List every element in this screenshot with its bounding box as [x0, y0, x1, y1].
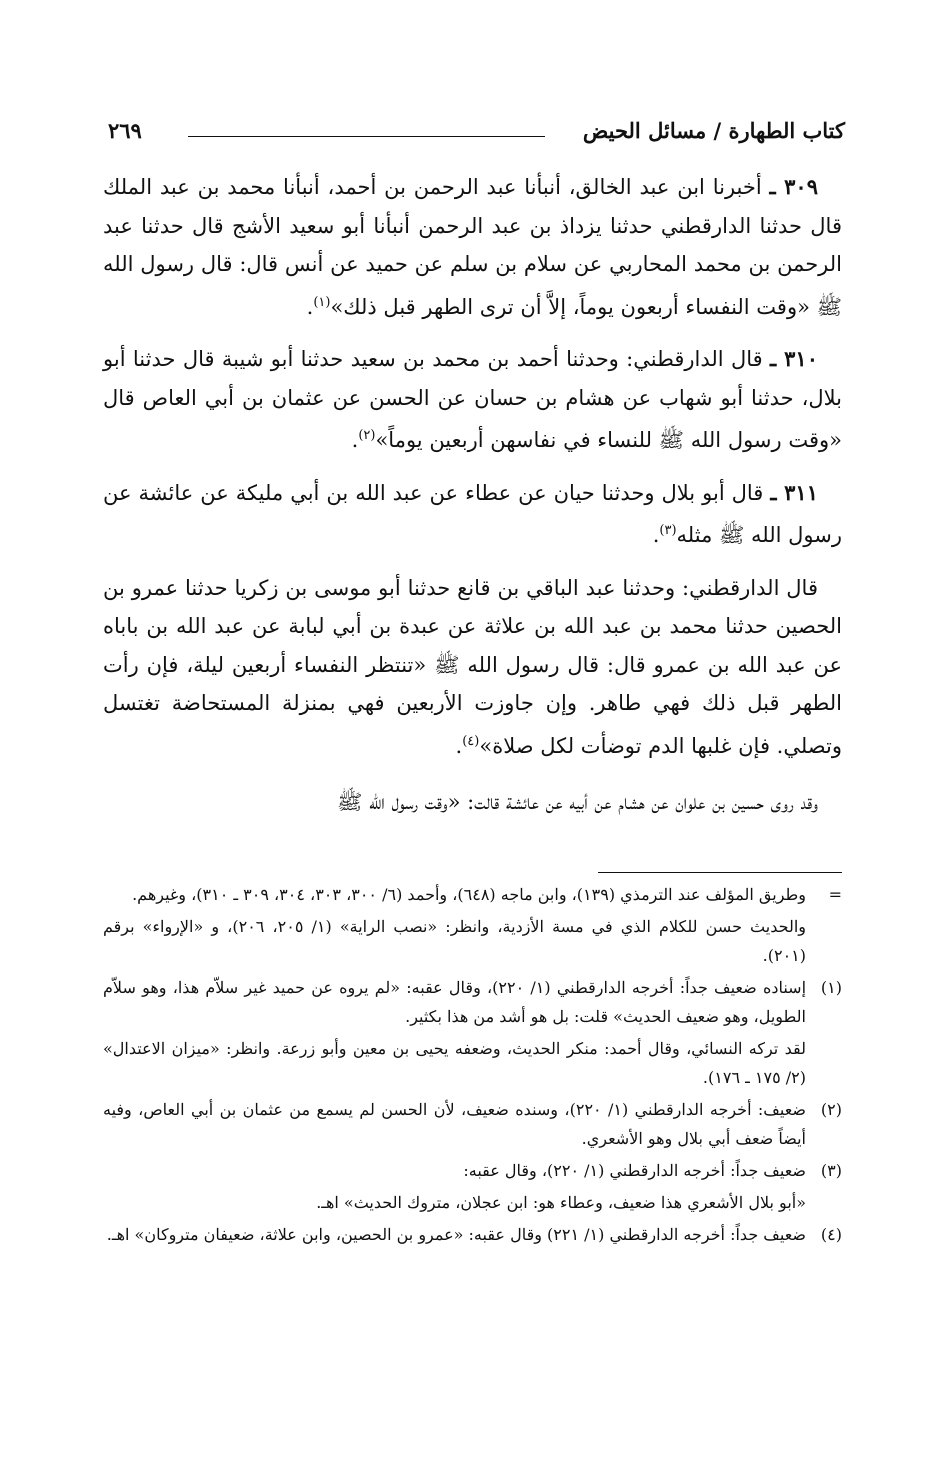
hadith-paragraph — [103, 168, 842, 326]
footnote-text: «أبو بلال الأشعري هذا ضعيف، وعطاء هو: ابن عجلان، متروك الحديث» اهـ. — [316, 1193, 806, 1212]
hadith-number: ٣١٠ ـ — [770, 346, 818, 371]
footnote-mark: (٢) — [820, 1100, 842, 1119]
hadith-paragraph — [103, 779, 842, 822]
footnote-text: ضعيف: أخرجه الدارقطني (١/ ٢٢٠)، وسنده ضعيف، لأن الحسن لم يسمع من عثمان بن أبي العاص، وفيه أيضاً ضعف أبي بلال وهو الأشعري. — [103, 1100, 806, 1148]
footnote-reference[interactable]: (٢) — [358, 428, 376, 443]
hadith-text: قال أبو بلال وحدثنا حيان عن عطاء عن عبد الله بن أبي مليكة عن عائشة عن رسول الله ﷺ مثله — [103, 480, 842, 547]
footnote-continuation — [103, 880, 842, 909]
header-rule — [188, 136, 545, 137]
footnote-mark: = — [828, 885, 842, 904]
hadith-tail: . — [652, 523, 660, 547]
footnote-reference[interactable]: (٤) — [462, 733, 480, 749]
header-title: كتاب الطهارة / مسائل الحيض — [582, 118, 845, 143]
footnote-4 — [103, 1220, 842, 1249]
hadith-tail: . — [351, 428, 359, 452]
footnote-1 — [103, 973, 842, 1031]
footnote-text: ضعيف جداً: أخرجه الدارقطني (١/ ٢٢١) وقال عقبه: «عمرو بن الحصين، وابن علاثة، ضعيفان متروكان» اهـ. — [106, 1225, 806, 1244]
hadith-number: ٣١١ ـ — [770, 479, 818, 505]
page-number: ٢٦٩ — [108, 118, 142, 143]
footnote-text: والحديث حسن للكلام الذي في مسة الأزدية، وانظر: «نصب الراية» (١/ ٢٠٥، ٢٠٦)، و «الإرواء» برقم (٢٠١). — [103, 917, 806, 965]
footnote-mark: (٤) — [820, 1225, 842, 1244]
footnote-text: إسناده ضعيف جداً: أخرجه الدارقطني (١/ ٢٢٠)، وقال عقبه: «لم يروه عن حميد غير سلاّم هذا، وهو سلاّم الطويل، وهو ضعيف الحديث» قلت: بل هو أشد من هذا بكثير. — [103, 978, 807, 1026]
footnote-paragraph — [103, 912, 842, 970]
footnote-separator — [598, 872, 842, 873]
footnote-mark: (٣) — [820, 1161, 842, 1180]
footnote-reference[interactable]: (٣) — [659, 523, 677, 538]
hadith-tail: . — [455, 733, 463, 758]
hadith-tail: . — [306, 294, 314, 319]
main-text — [103, 168, 842, 836]
running-header — [108, 118, 845, 150]
footnote-2 — [103, 1095, 842, 1153]
hadith-paragraph — [103, 474, 842, 555]
hadith-text: وقد روى حسين بن علوان عن هشام عن أبيه عن عائشة قالت: «وقت رسول الله ﷺ — [337, 790, 818, 814]
footnote-paragraph — [103, 1034, 842, 1092]
hadith-number: ٣٠٩ ـ — [769, 174, 818, 199]
hadith-text: أخبرنا ابن عبد الخالق، أنبأنا عبد الرحمن بن أحمد، أنبأنا محمد بن عبد الملك قال حدثنا الدارقطني حدثنا يزداذ بن عبد الرحمن أنبأنا أبو سعيد الأشج قال حدثنا عبد الرحمن بن محمد المحاربي عن سلام بن سلم عن حميد عن أنس قال: قال رسول الله ﷺ «وقت النفساء أربعون يوماً، إلاَّ أن ترى الطهر قبل ذلك» — [103, 175, 842, 319]
hadith-paragraph — [103, 569, 842, 766]
footnotes — [103, 880, 842, 1252]
hadith-paragraph — [103, 340, 842, 460]
footnote-text: وطريق المؤلف عند الترمذي (١٣٩)، وابن ماجه (٦٤٨)، وأحمد (٦/ ٣٠٠، ٣٠٣، ٣٠٤، ٣٠٩ ـ ٣١٠)، وغيرهم. — [132, 885, 806, 904]
footnote-paragraph — [103, 1188, 842, 1217]
footnote-3 — [103, 1156, 842, 1185]
footnote-text: لقد تركه النسائي، وقال أحمد: منكر الحديث، وضعفه يحيى بن معين وأبو زرعة. وانظر: «ميزان الاعتدال» (٢/ ١٧٥ ـ ١٧٦). — [103, 1039, 806, 1087]
footnote-mark: (١) — [820, 978, 843, 997]
footnote-reference[interactable]: (١) — [313, 294, 331, 310]
footnote-text: ضعيف جداً: أخرجه الدارقطني (١/ ٢٢٠)، وقال عقبه: — [463, 1161, 806, 1180]
hadith-text: قال الدارقطني: وحدثنا عبد الباقي بن قانع حدثنا أبو موسى بن زكريا حدثنا عمرو بن الحصين حدثنا محمد بن عبد الله بن علاثة عن عبدة بن أبي لبابة عن عبد الله بن باباه عن عبد الله بن عمرو قال: قال رسول الله ﷺ «تنتظر النفساء أربعين ليلة، فإن رأت الطهر قبل ذلك فهي طاهر. وإن جاوزت الأربعين فهي بمنزلة المستحاضة تغتسل وتصلي. فإن غلبها الدم توضأت لكل صلاة» — [103, 575, 842, 758]
hadith-text: قال الدارقطني: وحدثنا أحمد بن محمد بن سعيد حدثنا أبو شيبة قال حدثنا أبو بلال، حدثنا أبو شهاب عن هشام بن حسان عن الحسن عن عثمان بن أبي العاص قال «وقت رسول الله ﷺ للنساء في نفاسهن أربعين يوماً» — [103, 347, 842, 452]
